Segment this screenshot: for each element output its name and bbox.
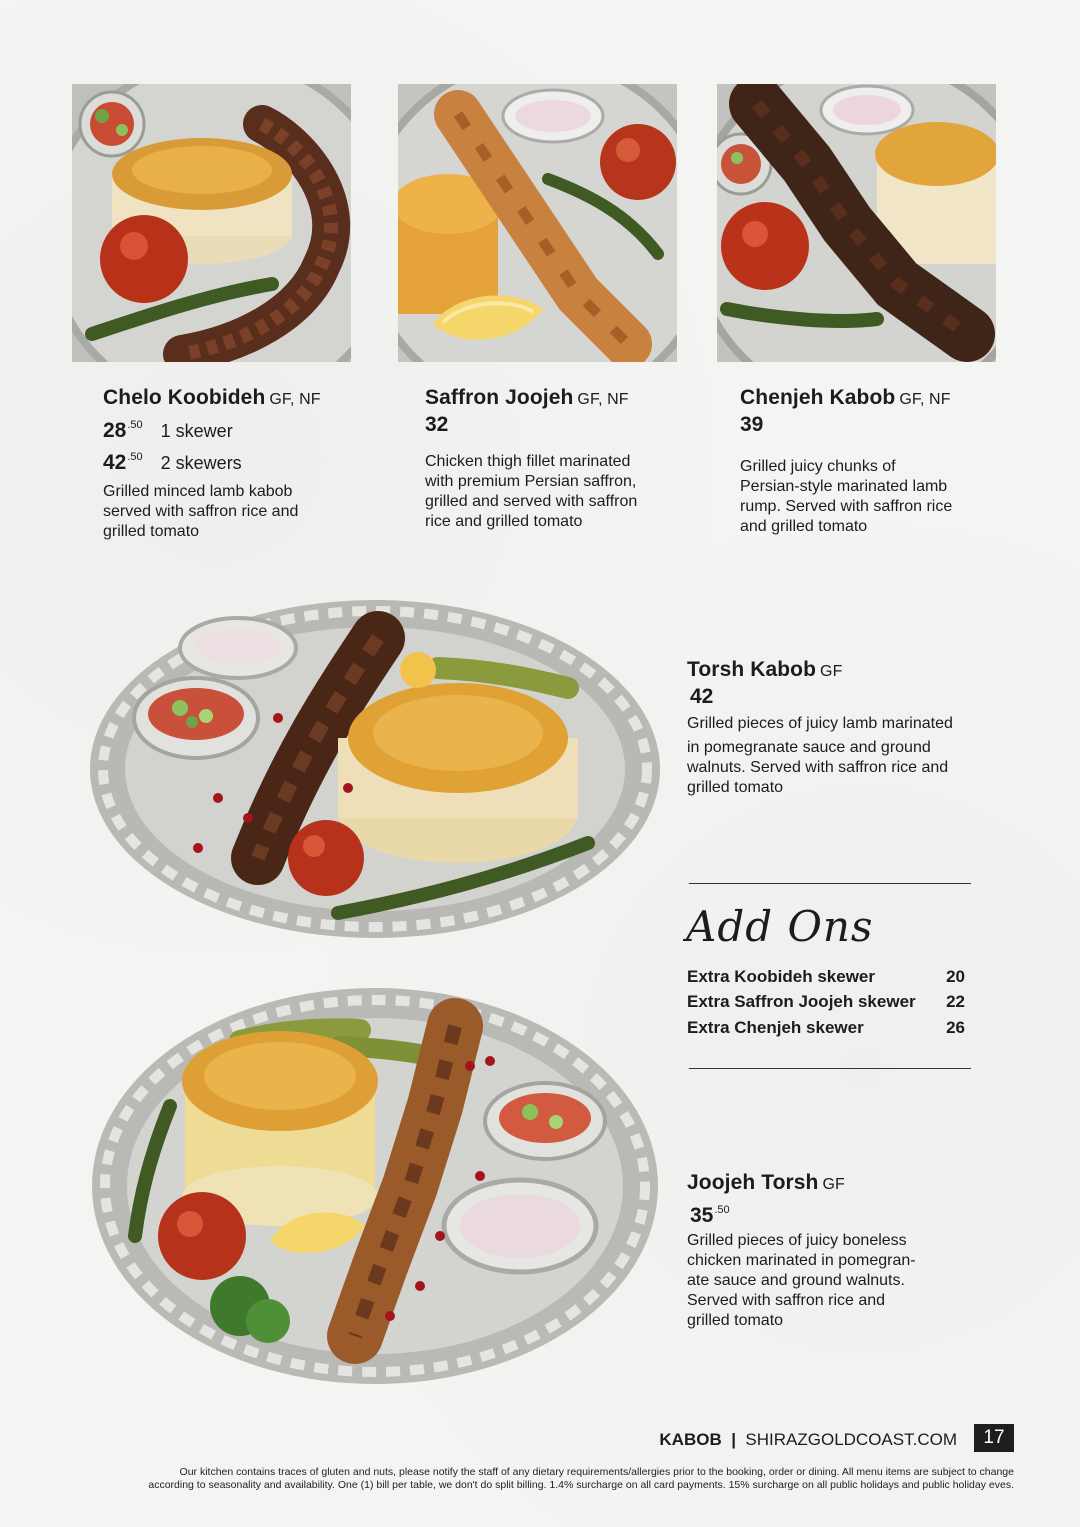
price-row: $28^{.50}$ 1 skewer	[103, 419, 233, 442]
chelo-koobideh-illustration	[72, 84, 351, 362]
dish-chelo-koobideh	[103, 386, 321, 542]
dish-price: 42	[690, 685, 714, 708]
dish-torsh-kabob	[687, 658, 953, 798]
addons-bottom-divider	[689, 1068, 971, 1069]
dietary-tags: GF, NF	[269, 391, 321, 408]
dish-chenjeh-kabob	[740, 386, 952, 537]
price-row: $42^{.50}$ 2 skewers	[103, 451, 242, 474]
dietary-tags: GF	[822, 1176, 845, 1193]
dish-title: Chelo Koobideh GF, NF	[103, 386, 321, 409]
dish-saffron-joojeh	[425, 386, 637, 532]
torsh-kabob-illustration	[88, 598, 662, 940]
torsh-kabob-platter-photo	[88, 598, 662, 940]
chenjeh-kabob-photo	[717, 84, 996, 362]
dish-price: 32	[425, 413, 449, 436]
joojeh-torsh-illustration	[90, 986, 660, 1390]
dish-title: Joojeh Torsh GF	[687, 1171, 845, 1194]
chenjeh-kabob-illustration	[717, 84, 996, 362]
addon-item: Extra Saffron Joojeh skewer 22	[687, 992, 965, 1011]
joojeh-torsh-platter-photo	[90, 986, 660, 1390]
dish-description: Grilled juicy chunks of Persian-style marinated lamb rump. Served with saffron rice and grilled tomato	[740, 458, 953, 535]
website-link[interactable]: SHIRAZGOLDCOAST.COM	[745, 1430, 957, 1449]
addons-top-divider	[689, 883, 971, 884]
dish-description: Grilled pieces of juicy boneless chicken marinated in pomegran- ate sauce and ground walnuts. Served with saffron rice and grilled tomato	[687, 1232, 916, 1329]
dish-title: Chenjeh Kabob GF, NF	[740, 386, 951, 409]
dietary-tags: GF, NF	[899, 391, 951, 408]
footer-section-label: KABOB | SHIRAZGOLDCOAST.COM	[659, 1430, 957, 1449]
chelo-koobideh-photo	[72, 84, 351, 362]
dish-title: Torsh Kabob GF	[687, 658, 843, 681]
dish-description: Grilled pieces of juicy lamb marinated in pomegranate sauce and ground walnuts. Served with saffron rice and grilled tomato	[687, 715, 953, 796]
dish-description: Grilled minced lamb kabob served with saffron rice and grilled tomato	[103, 483, 299, 540]
saffron-joojeh-photo	[398, 84, 677, 362]
addon-item: Extra Koobideh skewer 20	[687, 967, 965, 986]
price-list	[103, 412, 321, 476]
dish-price: $35^{.50}$	[690, 1204, 730, 1227]
addon-item: Extra Chenjeh skewer 26	[687, 1018, 965, 1037]
dish-title: Saffron Joojeh GF, NF	[425, 386, 629, 409]
saffron-joojeh-illustration	[398, 84, 677, 362]
page-number: 17	[974, 1424, 1014, 1452]
dish-description: Chicken thigh fillet marinated with premium Persian saffron, grilled and served with saffron rice and grilled tomato	[425, 453, 638, 530]
dietary-tags: GF, NF	[577, 391, 629, 408]
dish-joojeh-torsh	[687, 1171, 916, 1331]
addons-title: Add Ons	[686, 902, 874, 951]
dish-price: 39	[740, 413, 764, 436]
disclaimer: Our kitchen contains traces of gluten and nuts, please notify the staff of any dietary requirements/allergies prior to the booking, order or dining. All menu items are subject to change according to seasonality and availability. One (1) bill per table, we don't do split billing. 1.4% surcharge on all card payments. 15% surcharge on all public holidays and public holiday eves.	[148, 1466, 1014, 1491]
dietary-tags: GF	[820, 663, 843, 680]
